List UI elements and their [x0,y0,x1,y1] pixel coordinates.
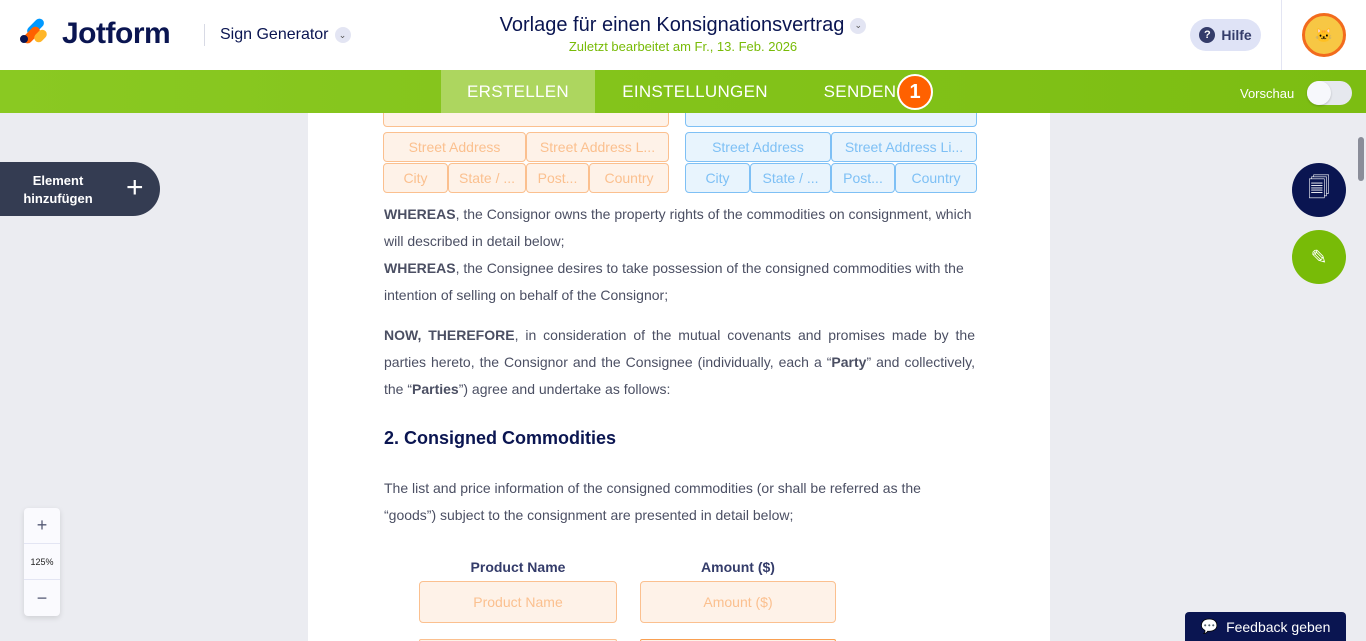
preview-label: Vorschau [1240,86,1295,101]
address-field-orange[interactable] [383,113,669,127]
send-badge: 1 [897,74,933,110]
goods-paragraph: The list and price information of the consigned commodities (or shall be referred as the “goods”) subject to the consignment are presented in detail below; [384,480,921,523]
tab-einstellungen[interactable]: EINSTELLUNGEN [622,81,768,101]
add-element-label: Element hinzufügen [23,173,93,206]
street-address-field[interactable]: Street Address [685,132,831,162]
last-edited: Zuletzt bearbeitet am Fr., 13. Feb. 2026 [568,39,798,54]
edit-button[interactable] [1292,230,1346,284]
city-field[interactable]: City [685,163,750,193]
zoom-out-button[interactable]: − [36,587,48,608]
document-icon: 🗐 [1308,175,1330,200]
tab-erstellen[interactable]: ERSTELLEN [441,70,595,113]
zoom-level: 125% [24,544,60,580]
section-heading: 2. Consigned Commodities [384,428,617,448]
brand-name: Jotform [62,17,171,50]
plus-icon: + [126,171,144,204]
document-title[interactable] [0,14,1366,37]
add-element-button[interactable] [0,162,160,216]
chevron-down-icon[interactable]: ⌄ [850,18,866,34]
street-address-line2-field[interactable]: Street Address L... [526,132,669,162]
feedback-button[interactable] [1185,612,1346,641]
feedback-icon: 💬 [1200,618,1219,634]
country-field[interactable]: Country [895,163,977,193]
postal-field[interactable]: Post... [831,163,895,193]
chevron-down-icon: ⌄ [335,27,351,43]
state-field[interactable]: State / ... [750,163,831,193]
avatar[interactable]: 🐱 [1302,13,1346,57]
divider [1281,0,1282,70]
help-button[interactable] [1190,19,1261,51]
builder-nav [0,70,1366,113]
preview-toggle[interactable] [1307,81,1352,105]
whereas-paragraph-2: WHEREAS, the Consignee desires to take possession of the consigned commodities with the intention of selling on behalf of the Consignor; [384,260,964,303]
zoom-in-button[interactable]: + [24,508,60,544]
postal-field[interactable]: Post... [526,163,589,193]
document-title-text: Vorlage für einen Konsignationsvertrag [499,14,845,36]
state-field[interactable]: State / ... [448,163,526,193]
street-address-field[interactable]: Street Address [383,132,526,162]
scrollbar[interactable] [1358,137,1364,181]
document-page [308,113,1050,641]
address-field-blue[interactable] [685,113,977,127]
now-therefore-paragraph: NOW, THEREFORE, in consideration of the mutual covenants and promises made by the parties hereto, the Consignor and the Consignee (individually, each a “Party” and collectively, the “Parties”) agree and undertake as follows: [384,327,975,397]
toggle-knob [1307,81,1331,105]
product-name-header: Product Name [470,559,566,575]
question-icon: ? [1199,27,1215,43]
country-field[interactable]: Country [589,163,669,193]
amount-header: Amount ($) [701,559,775,575]
street-address-line2-field[interactable]: Street Address Li... [831,132,977,162]
document-pages-button[interactable] [1292,163,1346,217]
help-label: Hilfe [1221,27,1252,43]
product-label: Sign Generator [220,26,329,43]
feedback-label: Feedback geben [1226,618,1331,635]
product-name-field[interactable]: Product Name [419,581,617,623]
top-header [0,0,1366,70]
city-field[interactable]: City [383,163,448,193]
tab-senden[interactable]: SENDEN [823,81,897,101]
zoom-control [24,508,60,616]
whereas-paragraph-1: WHEREAS, the Consignor owns the property rights of the commodities on consignment, which will described in detail below; [384,206,972,249]
amount-field[interactable]: Amount ($) [640,581,836,623]
edit-icon: ✎ [1310,246,1328,269]
